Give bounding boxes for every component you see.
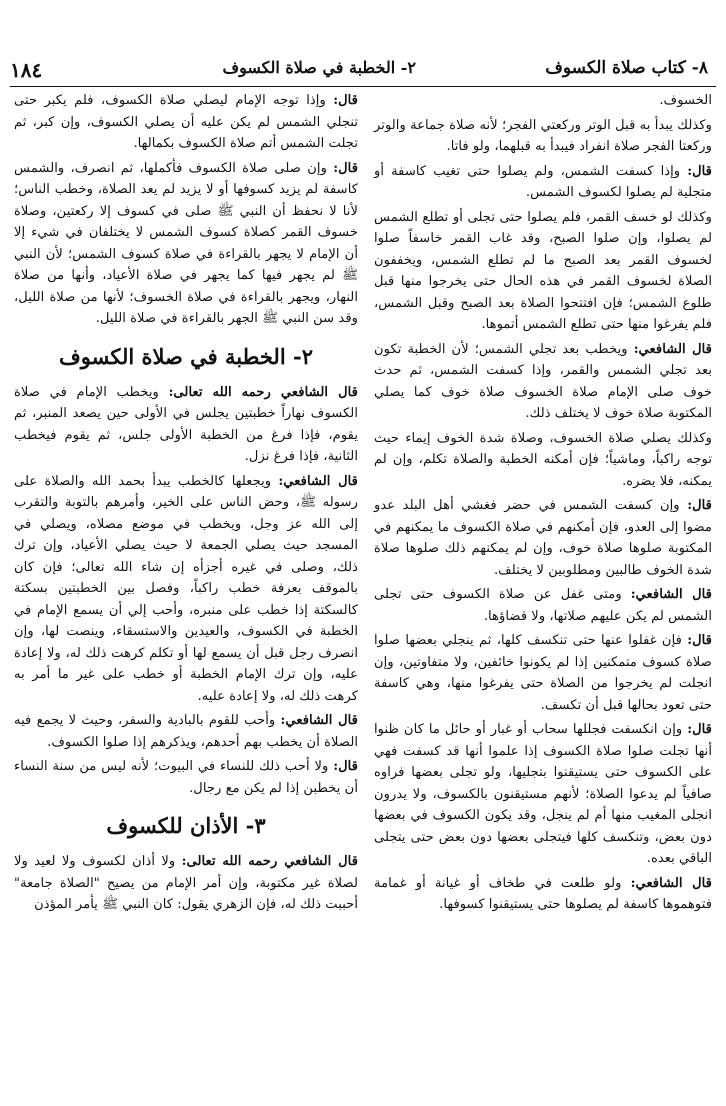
page-header (10, 58, 716, 84)
right-column (374, 90, 712, 919)
paragraph-text: ويخطب بعد تجلي الشمس؛ لأن الخطبة تكون بعد تجلي الشمس والقمر، وإذا كسفت الشمس، ثم حدث خوف صلى الإمام صلاة الخسوف صلاة خوف كما يصلي المكتوبة صلاة خوف لا يختلف ذلك. (374, 341, 712, 421)
speaker-label: قال الشافعي: (280, 713, 358, 728)
paragraph (374, 207, 712, 336)
paragraph (374, 115, 712, 158)
paragraph-text: وإذا توجه الإمام ليصلي صلاة الكسوف، فلم يكبر حتى تنجلي الشمس لم يكن عليه أن يصلي الكسوف، وإن كبر، ثم تجلت الشمس أتم صلاة الكسوف بكمالها. (14, 93, 358, 151)
paragraph (374, 161, 712, 204)
paragraph (374, 630, 712, 716)
paragraph (14, 382, 358, 468)
paragraph-text: وإن كسفت الشمس في حضر فغشي أهل البلد عدو مضوا إلى العدو، فإن أمكنهم في صلاة الكسوف ما يمكنهم في المكتوبة صلوها صلاة خوف، وإن لم يمكنهم ذلك صلوها صلاة شدة الخوف طالبين ومطلوبين لا يختلف. (374, 498, 712, 578)
paragraph (14, 471, 358, 708)
paragraph-text: وأحب للقوم بالبادية والسفر، وحيث لا يجمع فيه الصلاة أن يخطب بهم أحدهم، ويذكرهم إذا صلوا الكسوف. (14, 713, 358, 750)
paragraph (14, 710, 358, 753)
left-column (14, 90, 358, 919)
speaker-label: قال: (333, 759, 358, 774)
running-title-section: ٢- الخطبة في صلاة الكسوف (222, 58, 416, 77)
paragraph-text: ومتى غفل عن صلاة الكسوف حتى تجلى الشمس لم يكن عليهم صلاتها، ولا قضاؤها. (374, 587, 712, 624)
paragraph-text: وإن انكسفت فجللها سحاب أو غبار أو حائل ما كان ظنوا أنها تجلت صلوا صلاة الكسوف إذا علموا أنها قد كسفت فهي على الكسوف حتى يستيقنوا بتجليها، ولو تجلى بعضها فراوه صافياً لم يدعوا الصلاة؛ لأنهم مستيقنون بالكسوف، ولا يدرون انجلى المغيب منها أم لم ينجل، وقد يكون الكسوف في بعضها دون بعض، وتنكسف كلها فيتجلى بعضها دون بعض حتى يتجلى الباقي بعده. (374, 722, 712, 866)
speaker-label: قال الشافعي: (278, 473, 358, 489)
speaker-label: قال: (687, 498, 712, 513)
speaker-label: قال الشافعي: (630, 875, 712, 891)
speaker-label: قال: (687, 163, 712, 179)
paragraph (14, 90, 358, 155)
paragraph-text: ولا أحب ذلك للنساء في البيوت؛ لأنه ليس من سنة النساء أن يخطبن إذا لم يكن مع رجال. (14, 759, 358, 796)
paragraph (374, 873, 712, 916)
paragraph (374, 428, 712, 493)
paragraph (14, 756, 358, 799)
speaker-label: قال: (333, 160, 359, 176)
paragraph-text: فإن غفلوا عنها حتى تنكسف كلها، ثم ينجلي بعضها صلوا صلاة كسوف متمكنين إذا لم يكونوا خائفين، ولا متفاوتين، وإن انجلت لم يخرجوا من الصلاة حتى يفرغوا منها، وهي كاسفة حتى تعود بحالها قبل أن تكسف. (374, 633, 712, 713)
running-title-chapter: ٨- كتاب صلاة الكسوف (545, 58, 708, 78)
section-heading: ٢- الخطبة في صلاة الكسوف (59, 343, 313, 369)
paragraph (374, 495, 712, 581)
paragraph-text: ولا أذان لكسوف ولا لعيد ولا لصلاة غير مكتوبة، وإن أمر الإمام من يصيح "الصلاة جامعة" أحببت ذلك له، فإن الزهري يقول: كان النبي ﷺ يأمر المؤذن (14, 854, 358, 912)
header-rule (10, 86, 716, 87)
paragraph (374, 584, 712, 627)
speaker-label: قال الشافعي رحمه الله تعالى: (181, 854, 358, 869)
paragraph-text: وكذلك يبدأ به قبل الوتر وركعتي الفجر؛ لأنه صلاة جماعة والوتر وركعتا الفجر صلاة انفراد فيبدأ به قبلهما، ولو فاتا. (374, 117, 712, 154)
paragraph (14, 158, 358, 330)
paragraph-text: ويجعلها كالخطب يبدأ بحمد الله والصلاة على رسوله ﷺ، وحض الناس على الخير، وأمرهم بالتوبة والتقرب إلى الله عز وجل، ويخطب في موضع مصلاه، ويصلي في المسجد حيث يصلي الجمعة لا حيث يصلي الأعياد، وإن ترك ذلك، وصلى في غيره أجزأه إن شاء الله تعالى؛ فإن كان بالموقف بعرفة خطب راكباً، وفصل بين الخطبتين بسكتة كالسكتة إذا خطب على منبره، وأحب إلي أن يسمع الإمام في الخطبة في الكسوف، والعيدين والاستسقاء، وينصت لها، وإن انصرف رجل قبل أن يسمع لها أو تكلم كرهت ذلك له، ولا إعادة عليه، وإن ترك الإمام الخطبة أو خطب على غير ما أمر به كرهت ذلك له، ولا إعادة عليه. (14, 473, 358, 704)
paragraph-text: ويخطب الإمام في صلاة الكسوف نهاراً خطبتين يجلس في الأولى حين يصعد المنبر، ثم يقوم، فإذا فرغ من الخطبة الأولى جلس، ثم يقوم فيخطب الثانية، فإذا فرغ نزل. (14, 384, 358, 464)
section-heading: ٣- الأذان للكسوف (106, 813, 266, 838)
speaker-label: قال: (687, 633, 712, 648)
speaker-label: قال الشافعي: (630, 587, 712, 602)
speaker-label: قال: (333, 93, 358, 108)
paragraph-text: الخسوف. (659, 93, 712, 108)
paragraph-text: وإذا كسفت الشمس، ولم يصلوا حتى تغيب كاسفة أو متجلية لم يصلوا لكسوف الشمس. (374, 163, 712, 200)
page-number: ١٨٤ (10, 58, 43, 82)
paragraph-text: ولو طلعت في طخاف أو غيانة أو غمامة فتوهموها كاسفة لم يصلوها حتى يستيقنوا كسوفها. (374, 875, 712, 912)
paragraph-text: وكذلك لو خسف القمر، فلم يصلوا حتى تجلى أو تطلع الشمس لم يصلوا، وإن صلوا الصبح، وقد غاب القمر خاسفاً صلوا لخسوف القمر بعد الصبح ما لم تطلع الشمس، ويخففون الصلاة لخسوف القمر في هذه الحال حتى يخرجوا منها قبل طلوع الشمس؛ فإن افتتحوا الصلاة بعد الصبح وقبل الشمس، فلم يفرغوا منها حتى تطلع الشمس أتموها. (374, 209, 712, 332)
paragraph (374, 719, 712, 870)
speaker-label: قال الشافعي رحمه الله تعالى: (168, 384, 358, 400)
speaker-label: قال الشافعي: (633, 341, 712, 357)
speaker-label: قال: (687, 722, 712, 737)
paragraph-text: وكذلك يصلي صلاة الخسوف، وصلاة شدة الخوف إيماء حيث توجه راكباً، وماشياً؛ فإن أمكنه الخطبة والصلاة تكلم، وإن لم يمكنه، فلا يضره. (374, 430, 712, 489)
paragraph-text: وإن صلى صلاة الكسوف فأكملها، ثم انصرف، والشمس كاسفة لم يزيد كسوفها أو لا يزيد لم يعد الصلاة، وخطب الناس؛ لأنا لا نحفظ أن النبي ﷺ صلى في كسوف إلا ركعتين، وصلاة خسوف القمر كصلاة كسوف الشمس لا يختلفان في شيء إلا أن الإمام لا يجهر بالقراءة في صلاة كسوف الشمس؛ لأن النبي ﷺ لم يجهر فيها كما يجهر في صلاة الأعياد، وأنها من صلاة النهار، ويجهر بالقراءة في صلاة الخسوف؛ لأنها من صلاة الليل، وقد سن النبي ﷺ الجهر بالقراءة في صلاة الليل. (14, 160, 358, 326)
paragraph (14, 851, 358, 916)
paragraph (374, 90, 712, 112)
paragraph (374, 339, 712, 425)
